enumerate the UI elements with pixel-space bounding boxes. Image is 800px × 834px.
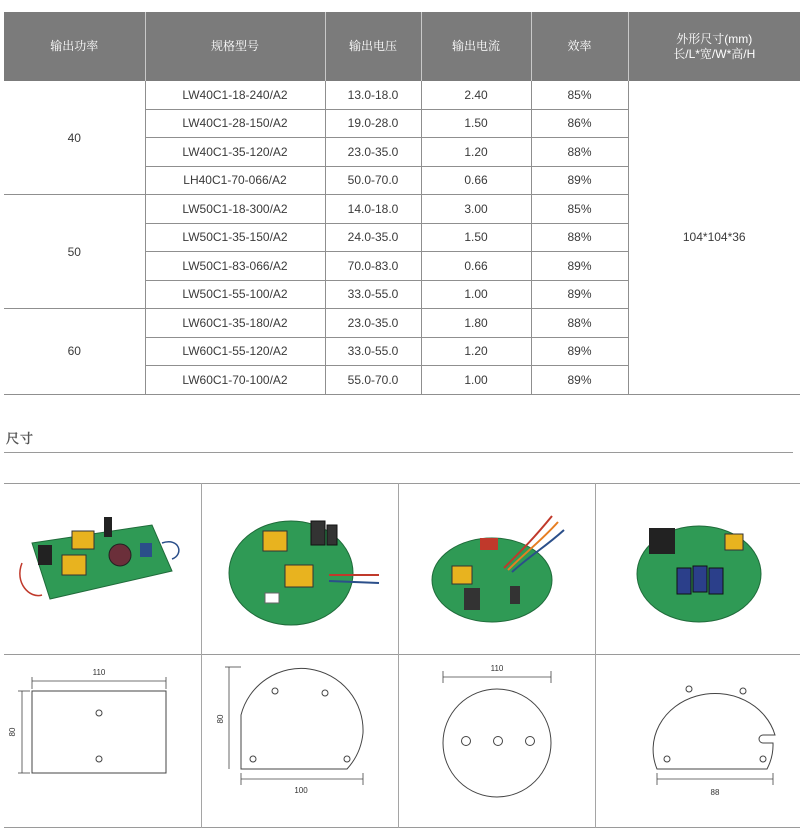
product-photo-round-board bbox=[219, 503, 384, 638]
model-cell: LH40C1-70-066/A2 bbox=[145, 166, 325, 195]
spec-table bbox=[4, 12, 800, 395]
dim-circle-width: 110 bbox=[490, 664, 504, 673]
model-cell: LW60C1-70-100/A2 bbox=[145, 366, 325, 395]
product-photo-rect-board bbox=[12, 503, 192, 613]
section-title: 尺寸 bbox=[6, 431, 35, 446]
efficiency-cell: 88% bbox=[531, 223, 628, 252]
voltage-cell: 33.0-55.0 bbox=[325, 337, 421, 366]
model-cell: LW50C1-83-066/A2 bbox=[145, 252, 325, 281]
header-dimension-line1: 外形尺寸(mm) bbox=[676, 31, 753, 46]
model-cell: LW60C1-35-180/A2 bbox=[145, 309, 325, 338]
model-cell: LW40C1-18-240/A2 bbox=[145, 81, 325, 109]
voltage-cell: 23.0-35.0 bbox=[325, 138, 421, 167]
product-photo-capacitor-board bbox=[629, 508, 779, 638]
current-cell: 1.80 bbox=[421, 309, 531, 338]
dimension-cell: 104*104*36 bbox=[628, 81, 800, 394]
dimension-drawing-rect bbox=[4, 655, 201, 827]
dim-rect-width: 110 bbox=[92, 668, 106, 677]
voltage-cell: 23.0-35.0 bbox=[325, 309, 421, 338]
efficiency-cell: 88% bbox=[531, 309, 628, 338]
efficiency-cell: 89% bbox=[531, 337, 628, 366]
efficiency-cell: 89% bbox=[531, 280, 628, 309]
current-cell: 1.00 bbox=[421, 280, 531, 309]
current-cell: 0.66 bbox=[421, 252, 531, 281]
efficiency-cell: 89% bbox=[531, 252, 628, 281]
efficiency-cell: 85% bbox=[531, 81, 628, 109]
power-cell: 60 bbox=[4, 309, 145, 395]
dim-notched-width: 88 bbox=[710, 788, 720, 797]
efficiency-cell: 89% bbox=[531, 366, 628, 395]
current-cell: 3.00 bbox=[421, 195, 531, 224]
current-cell: 1.20 bbox=[421, 337, 531, 366]
header-model: 规格型号 bbox=[145, 12, 325, 81]
header-dimension-line2: 长/L*宽/W*高/H bbox=[673, 46, 756, 61]
header-current: 输出电流 bbox=[421, 12, 531, 81]
voltage-cell: 70.0-83.0 bbox=[325, 252, 421, 281]
grid-line-top bbox=[4, 483, 800, 484]
current-cell: 1.50 bbox=[421, 223, 531, 252]
grid-line-bottom bbox=[4, 827, 800, 828]
model-cell: LW50C1-55-100/A2 bbox=[145, 280, 325, 309]
current-cell: 1.50 bbox=[421, 109, 531, 138]
section-divider bbox=[4, 452, 793, 453]
voltage-cell: 14.0-18.0 bbox=[325, 195, 421, 224]
current-cell: 2.40 bbox=[421, 81, 531, 109]
model-cell: LW60C1-55-120/A2 bbox=[145, 337, 325, 366]
voltage-cell: 55.0-70.0 bbox=[325, 366, 421, 395]
power-cell: 50 bbox=[4, 195, 145, 309]
table-row bbox=[4, 81, 800, 109]
model-cell: LW40C1-28-150/A2 bbox=[145, 109, 325, 138]
table-header-row bbox=[4, 12, 800, 81]
efficiency-cell: 89% bbox=[531, 166, 628, 195]
header-voltage: 输出电压 bbox=[325, 12, 421, 81]
header-efficiency: 效率 bbox=[531, 12, 628, 81]
current-cell: 1.00 bbox=[421, 366, 531, 395]
model-cell: LW50C1-35-150/A2 bbox=[145, 223, 325, 252]
header-power: 输出功率 bbox=[4, 12, 145, 81]
model-cell: LW50C1-18-300/A2 bbox=[145, 195, 325, 224]
product-photo-round-wired-board bbox=[424, 508, 579, 638]
efficiency-cell: 85% bbox=[531, 195, 628, 224]
dim-rect-height: 80 bbox=[8, 727, 17, 737]
voltage-cell: 13.0-18.0 bbox=[325, 81, 421, 109]
voltage-cell: 33.0-55.0 bbox=[325, 280, 421, 309]
voltage-cell: 24.0-35.0 bbox=[325, 223, 421, 252]
efficiency-cell: 88% bbox=[531, 138, 628, 167]
header-dimension bbox=[628, 12, 800, 81]
dimension-drawing-circle bbox=[398, 655, 595, 827]
dim-d-shape-width: 100 bbox=[294, 786, 308, 795]
dimension-drawing-d-shape bbox=[201, 655, 398, 827]
efficiency-cell: 86% bbox=[531, 109, 628, 138]
dim-d-shape-height: 80 bbox=[216, 714, 225, 724]
model-cell: LW40C1-35-120/A2 bbox=[145, 138, 325, 167]
voltage-cell: 19.0-28.0 bbox=[325, 109, 421, 138]
product-grid bbox=[4, 483, 800, 828]
dimension-drawing-notched bbox=[595, 655, 800, 827]
voltage-cell: 50.0-70.0 bbox=[325, 166, 421, 195]
current-cell: 0.66 bbox=[421, 166, 531, 195]
current-cell: 1.20 bbox=[421, 138, 531, 167]
power-cell: 40 bbox=[4, 81, 145, 195]
